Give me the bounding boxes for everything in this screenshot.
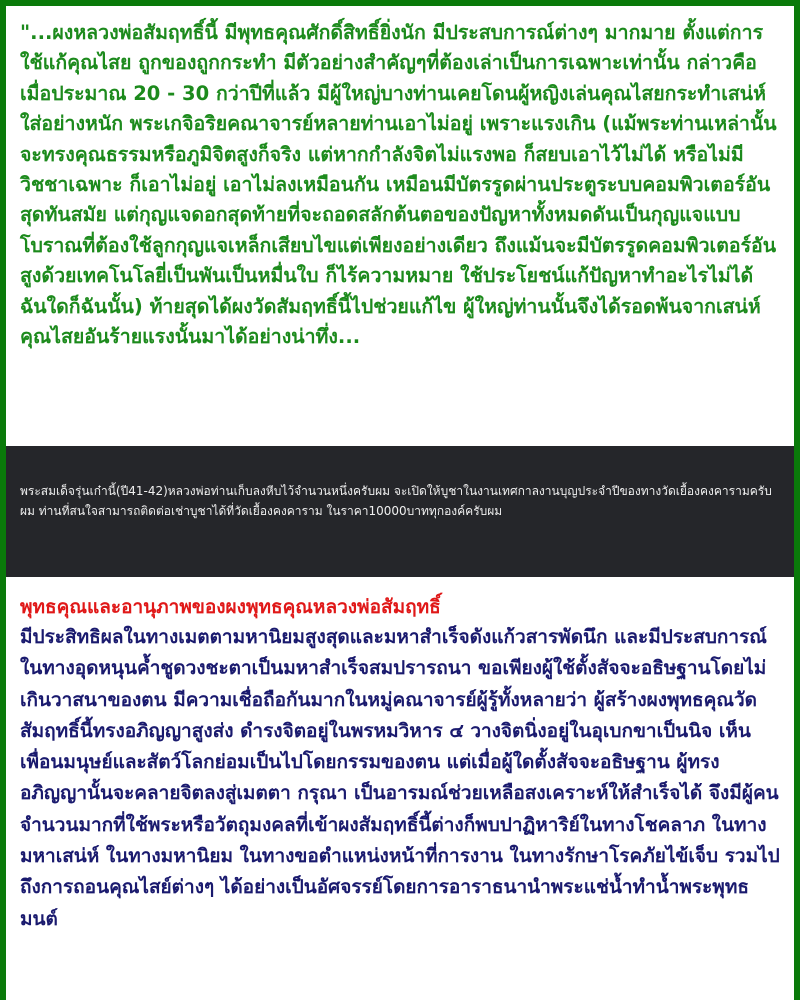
quote-panel xyxy=(6,6,794,446)
section-body: มีประสิทธิผลในทางเมตตามหานิยมสูงสุดและมหาสำเร็จดังแก้วสารพัดนึก และมีประสบการณ์ในทางอุดหนุนค้ำชูดวงชะตาเป็นมหาสำเร็จสมปรารถนา ขอเพียงผู้ใช้ตั้งสัจจะอธิษฐานโดยไม่เกินวาสนาของตน มีความเชื่อถือกันมากในหมู่คณาจารย์ผู้รู้ทั้งหลายว่า ผู้สร้างผงพุทธคุณวัดสัมฤทธิ์นี้ทรงอภิญญาสูงส่ง ดำรงจิตอยู่ในพรหมวิหาร ๔ วางจิตนิ่งอยู่ในอุเบกขาเป็นนิจ เห็นเพื่อนมนุษย์และสัตว์โลกย่อมเป็นไปโดยกรรมของตน แต่เมื่อผู้ใดตั้งสัจจะอธิษฐาน ผู้ทรงอภิญญานั้นจะคลายจิตลงสู่เมตตา กรุณา เป็นอารมณ์ช่วยเหลือสงเคราะห์ให้สำเร็จได้ จึงมีผู้คนจำนวนมากที่ใช้พระหรือวัตถุมงคลที่เข้าผงสัมฤทธิ์นี้ต่างก็พบปาฏิหาริย์ในทางโชคลาภ ในทางมหาเสน่ห์ ในทางมหานิยม ในทางขอตำแหน่งหน้าที่การงาน ในทางรักษาโรคภัยไข้เจ็บ รวมไปถึงการถอนคุณไสย์ต่างๆ ได้อย่างเป็นอัศจรรย์โดยการอาราธนานำพระแช่น้ำทำน้ำพระพุทธมนต์ xyxy=(20,626,780,930)
announcement-text: พระสมเด็จรุ่นเก๋านี้(ปี41-42)หลวงพ่อท่านเก็บลงหีบไว้จำนวนหนึ่งครับผม จะเปิดให้บูชาในงานเทศกาลงานบุญประจำปีของทางวัดเยื้องคงคารามครับผม ท่านที่สนใจสามารถติดต่อเช่าบูชาได้ที่วัดเยื้องคงคาราม ในราคา10000บาททุกองค์ครับผม xyxy=(20,484,772,518)
announcement-panel xyxy=(6,446,794,577)
quote-text: "...ผงหลวงพ่อสัมฤทธิ์นี้ มีพุทธคุณศักดิ์สิทธิ์ยิ่งนัก มีประสบการณ์ต่างๆ มากมาย ตั้งแต่การใช้แก้คุณไสย ถูกของถูกกระทำ มีตัวอย่างสำคัญๆที่ต้องเล่าเป็นการเฉพาะเท่านั้น กล่าวคือเมื่อประมาณ 20 - 30 กว่าปีที่แล้ว มีผู้ใหญ่บางท่านเคยโดนผู้หญิงเล่นคุณไสยกระทำเสน่ห์ใส่อย่างหนัก พระเกจิอริยคณาจารย์หลายท่านเอาไม่อยู่ เพราะแรงเกิน (แม้พระท่านเหล่านั้นจะทรงคุณธรรมหรือภูมิจิตสูงก็จริง แต่หากกำลังจิตไม่แรงพอ ก็สยบเอาไว้ไม่ได้ หรือไม่มีวิชชาเฉพาะ ก็เอาไม่อยู่ เอาไม่ลงเหมือนกัน เหมือนมีบัตรรูดผ่านประตูระบบคอมพิวเตอร์อันสุดทันสมัย แต่กุญแจดอกสุดท้ายที่จะถอดสลักต้นตอของปัญหาทั้งหมดดันเป็นกุญแจแบบโบราณที่ต้องใช้ลูกกุญแจเหล็กเสียบไขแต่เพียงอย่างเดียว ถึงแม้นจะมีบัตรรูดคอมพิวเตอร์อันสูงด้วยเทคโนโลยี่เป็นพันเป็นหมื่นใบ ก็ไร้ความหมาย ใช้ประโยชน์แก้ปัญหาทำอะไรไม่ได้ ฉันใดก็ฉันนั้น) ท้ายสุดได้ผงวัดสัมฤทธิ์นี้ไปช่วยแก้ไข ผู้ใหญ่ท่านนั้นจึงได้รอดพ้นจากเสน่ห์คุณไสยอันร้ายแรงนั้นมาได้อย่างน่าทึ่ง... xyxy=(20,21,777,349)
description-panel xyxy=(6,577,794,1000)
section-heading: พุทธคุณและอานุภาพของผงพุทธคุณหลวงพ่อสัมฤทธิ์ xyxy=(20,596,441,618)
